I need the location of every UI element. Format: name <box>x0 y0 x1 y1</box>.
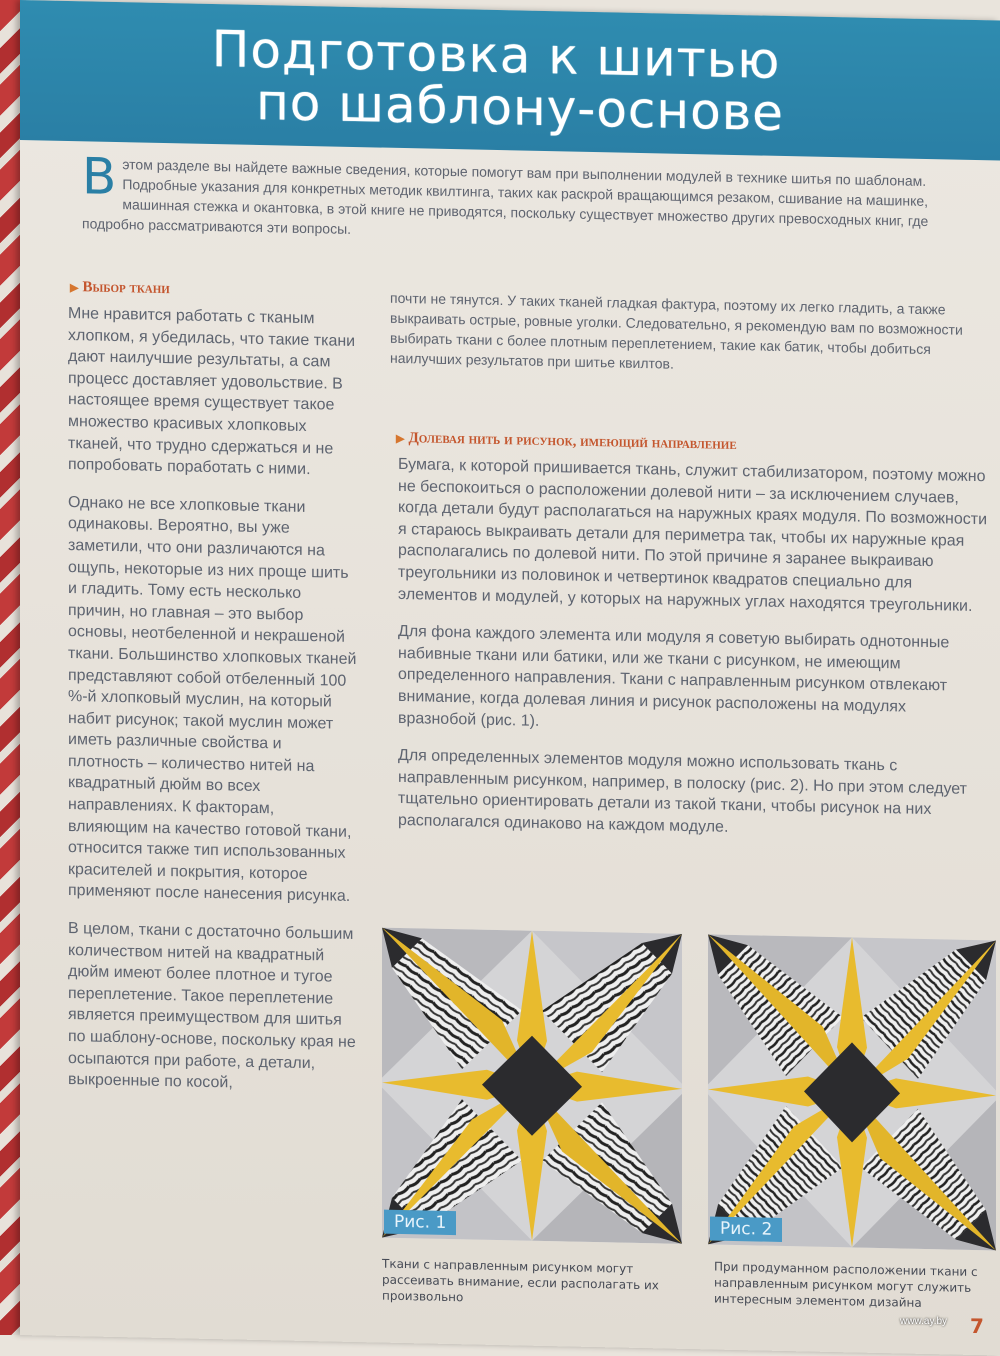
section-heading-grain <box>396 430 737 454</box>
page-number: 7 <box>970 1313 984 1339</box>
figure-2-caption: При продуманном расположении ткани с направленным рисунком могут служить интересным элементом дизайна <box>714 1259 978 1310</box>
intro-dropcap: В <box>82 147 117 207</box>
section-heading-grain-text: Долевая нить и рисунок, имеющий направление <box>408 430 737 454</box>
figure-2 <box>708 934 996 1250</box>
paragraph: почти не тянутся. У таких тканей гладкая фактура, поэтому их легко гладить, а также выкраивать острые, ровные уголки. Следовательно, я рекомендую вам по возможности выбирать ткани с более плотным переплетением, такие как батик, чтобы добиться наилучших результатов при шитье квилтов. <box>390 289 963 372</box>
figure-2-label: Рис. 2 <box>710 1216 782 1242</box>
section-heading-fabric-text: Выбор ткани <box>82 279 170 298</box>
right-column <box>398 454 988 860</box>
intro-text: этом разделе вы найдете важные сведения, которые помогут вам при выполнении модулей в технике шитья по шаблонам. Подробные указания для конкретных методик квилтинга, таких как раскрой вращающимся резаком, сшивание на машинке, машинная стежка и окантовка, в этой книге не приводятся, поскольку существует множество других превосходных книг, где подробно рассматриваются эти вопросы. <box>82 156 929 237</box>
page-title-line-1: Подготовка к шитью <box>211 20 781 90</box>
figure-1 <box>382 928 682 1244</box>
quilt-block-image <box>708 934 996 1250</box>
paragraph: Мне нравится работать с тканым хлопком, я убедилась, что такие ткани дают наилучшие результаты, а сам процесс доставляет удовольствие. В настоящее время существует такое множество красивых хлопковых тканей, что трудно сдержаться и не попробовать поработать с ними. <box>68 305 356 479</box>
figure-1-label: Рис. 1 <box>384 1210 456 1236</box>
paragraph: Однако не все хлопковые ткани одинаковы. Вероятно, вы уже заметили, что они различаются на ощупь, некоторые из них проще шить и гладить. Тому есть несколько причин, но главная – это выбор основы, неотбеленной и некрашеной ткани. Большинство хлопковых тканей представляют собой отбеленный 100 %-й хлопковый муслин, на который набит рисунок; такой муслин может иметь различные свойства и плотность – количество нитей на квадратный дюйм во всех направлениях. К факторам, влияющим на качество готовой ткани, относится также тип использованных красителей и покрытия, которое применяют после нанесения рисунка. <box>68 493 357 906</box>
watermark: www.ay.by <box>900 1316 948 1327</box>
left-column <box>68 303 358 1113</box>
right-column-continuation <box>390 288 970 380</box>
heading-arrow-icon: ▶ <box>70 282 79 295</box>
book-page <box>20 0 1000 1356</box>
intro-paragraph <box>82 147 962 251</box>
title-banner <box>20 0 1000 161</box>
heading-arrow-icon: ▶ <box>396 432 405 446</box>
paragraph: Бумага, к которой пришивается ткань, служит стабилизатором, поэтому можно не беспокоиться о расположении долевой нити – за исключением случаев, когда детали будут располагаться на наружных краях модуля. По возможности я стараюсь выкраивать детали для периметра так, чтобы их наружные края располагались по долевой нити. По этой причине я заранее выкраиваю треугольники из половинок и четвертинок квадратов специально для элементов и модулей, у которых на наружных углах находятся треугольники. <box>398 455 988 615</box>
paragraph: Для фона каждого элемента или модуля я советую выбирать однотонные набивные ткани или батики, или же ткани с рисунком, не имеющим определенного направления. Ткани с направленным рисунком отвлекают внимание, когда долевая линия и рисунок расположены на модулях вразнобой (рис. 1). <box>398 623 950 730</box>
section-heading-fabric <box>70 279 170 298</box>
paragraph: В целом, ткани с достаточно большим количеством нитей на квадратный дюйм имеют более плотное и тугое переплетение. Такое переплетение является преимуществом для шитья по шаблону-основе, поскольку края не осыпаются при работе, а детали, выкроенные по косой, <box>68 920 356 1092</box>
figure-1-caption: Ткани с направленным рисунком могут рассеивать внимание, если располагать их произвольно <box>382 1256 659 1305</box>
quilt-block-image <box>382 928 682 1244</box>
paragraph: Для определенных элементов модуля можно использовать ткань с направленным рисунком, например, в полоску (рис. 2). Но при этом следует тщательно ориентировать детали из такой ткани, чтобы рисунок на них располагался одинаково на каждом модуле. <box>398 747 967 836</box>
page-title-line-2: по шаблону-основе <box>256 72 784 143</box>
